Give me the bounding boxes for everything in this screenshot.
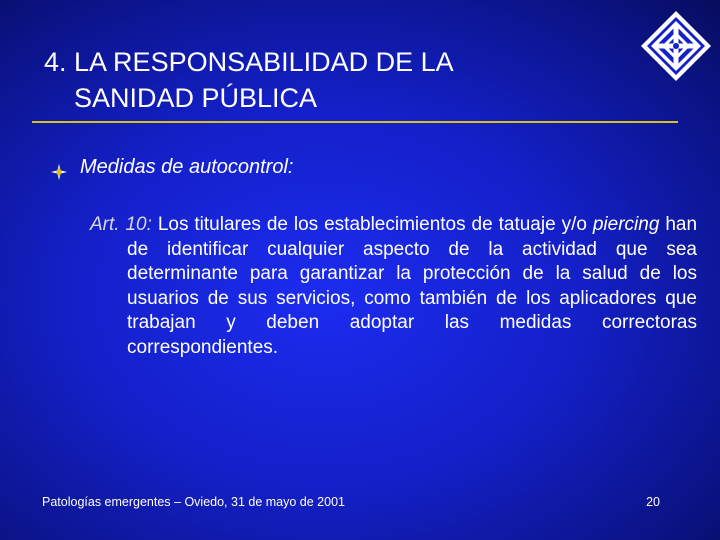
slide-title	[44, 44, 604, 116]
article-label: Art. 10:	[90, 214, 152, 235]
bullet-text: Medidas de autocontrol:	[80, 156, 294, 178]
footer-caption: Patologías emergentes – Oviedo, 31 de mayo de 2001	[42, 495, 345, 509]
paragraph-text-b: han de identificar cualquier aspecto de la actividad que sea determinante para garantizar la protección de la salud de los usuarios de sus servicios, como también de los aplicadores que trabajan y deben adoptar las medidas correctoras correspondientes.	[127, 214, 698, 358]
title-line-1: 4. LA RESPONSABILIDAD DE LA	[44, 47, 454, 77]
article-paragraph	[90, 213, 697, 361]
title-underline	[32, 121, 678, 123]
title-line-2: SANIDAD PÚBLICA	[74, 83, 318, 113]
compass-star-bullet-icon	[50, 163, 68, 181]
paragraph-emphasis: piercing	[592, 214, 660, 235]
page-number: 20	[646, 495, 660, 509]
diamond-emblem-logo	[638, 8, 714, 84]
paragraph-text-a: Los titulares de los establecimientos de tatuaje y/o	[151, 214, 593, 235]
